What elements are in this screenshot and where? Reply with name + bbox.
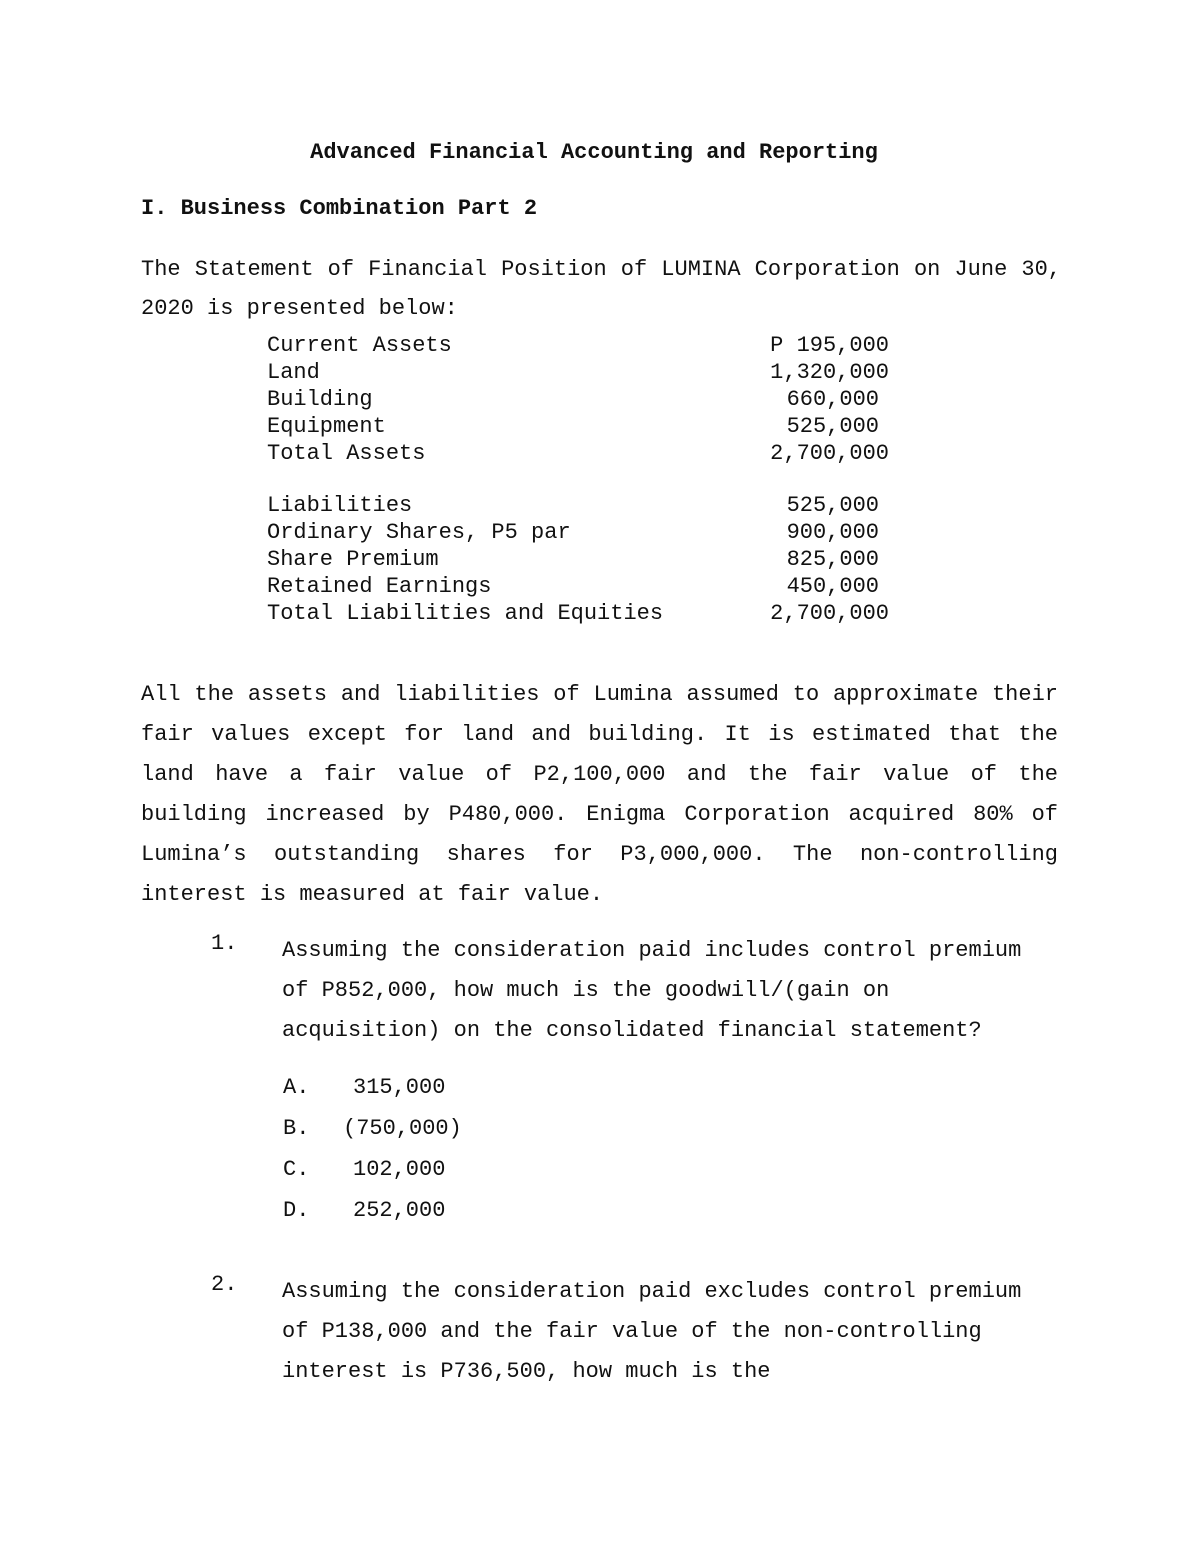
line-item-label: Land bbox=[267, 360, 320, 385]
line-item-label: Current Assets bbox=[267, 333, 452, 358]
table-row bbox=[267, 600, 889, 627]
question-text: Assuming the consideration paid includes control premium of P852,000, how much is the goodwill/(gain on acquisition) on the consolidated financial statement? bbox=[282, 938, 1022, 1043]
table-row bbox=[267, 519, 889, 546]
line-item-label: Retained Earnings bbox=[267, 574, 492, 599]
line-item-amount: 2,700,000 bbox=[770, 441, 889, 466]
line-item-label: Share Premium bbox=[267, 547, 439, 572]
choice-value: 315,000 bbox=[353, 1075, 446, 1100]
line-item-amount: 525,000 bbox=[786, 493, 879, 518]
line-item-amount: 900,000 bbox=[786, 520, 879, 545]
problem-paragraph: All the assets and liabilities of Lumina assumed to approximate their fair values except for land and building. It is estimated that the land have a fair value of P2,100,000 and the fair value of the building increased by P480,000. Enigma Corporation acquired 80% of Lumina’s outstanding shares for P3,000,000. The non-controlling interest is measured at fair value. bbox=[141, 682, 1058, 907]
line-item-amount: 525,000 bbox=[786, 414, 879, 439]
line-item-label: Equipment bbox=[267, 414, 386, 439]
question-text: Assuming the consideration paid excludes control premium of P138,000 and the fair value of the non-controlling interest is P736,500, how much is the bbox=[282, 1279, 1022, 1384]
table-row bbox=[267, 332, 889, 359]
question-number: 2. bbox=[211, 1272, 238, 1297]
choice-letter: D. bbox=[283, 1198, 310, 1223]
assets-table bbox=[267, 332, 889, 467]
line-item-label: Building bbox=[267, 387, 373, 412]
choice-d bbox=[283, 1197, 462, 1238]
choice-c bbox=[283, 1156, 462, 1197]
choice-value: (750,000) bbox=[343, 1116, 462, 1141]
line-item-amount: 825,000 bbox=[786, 547, 879, 572]
question-number: 1. bbox=[211, 931, 238, 956]
table-row bbox=[267, 440, 889, 467]
line-item-amount: P 195,000 bbox=[770, 333, 889, 358]
line-item-amount: 1,320,000 bbox=[770, 360, 889, 385]
table-row bbox=[267, 492, 889, 519]
line-item-amount: 450,000 bbox=[786, 574, 879, 599]
choice-a bbox=[283, 1074, 462, 1115]
table-row bbox=[267, 359, 889, 386]
document-title: Advanced Financial Accounting and Reporting bbox=[310, 140, 878, 165]
choice-letter: C. bbox=[283, 1157, 310, 1182]
table-row bbox=[267, 413, 889, 440]
question-1-choices bbox=[283, 1074, 462, 1238]
line-item-label: Total Liabilities and Equities bbox=[267, 601, 664, 626]
section-heading: I. Business Combination Part 2 bbox=[141, 196, 538, 221]
choice-value: 102,000 bbox=[353, 1157, 446, 1182]
line-item-label: Liabilities bbox=[267, 493, 413, 518]
choice-value: 252,000 bbox=[353, 1198, 446, 1223]
line-item-label: Total Assets bbox=[267, 441, 426, 466]
choice-letter: B. bbox=[283, 1116, 310, 1141]
table-row bbox=[267, 573, 889, 600]
table-row bbox=[267, 386, 889, 413]
choice-b bbox=[283, 1115, 462, 1156]
line-item-amount: 2,700,000 bbox=[770, 601, 889, 626]
line-item-amount: 660,000 bbox=[786, 387, 879, 412]
table-row bbox=[267, 546, 889, 573]
liabilities-equity-table bbox=[267, 492, 889, 627]
intro-text: The Statement of Financial Position of LUMINA Corporation on June 30, 2020 is presented below: bbox=[141, 257, 1061, 321]
line-item-label: Ordinary Shares, P5 par bbox=[267, 520, 571, 545]
choice-letter: A. bbox=[283, 1075, 310, 1100]
